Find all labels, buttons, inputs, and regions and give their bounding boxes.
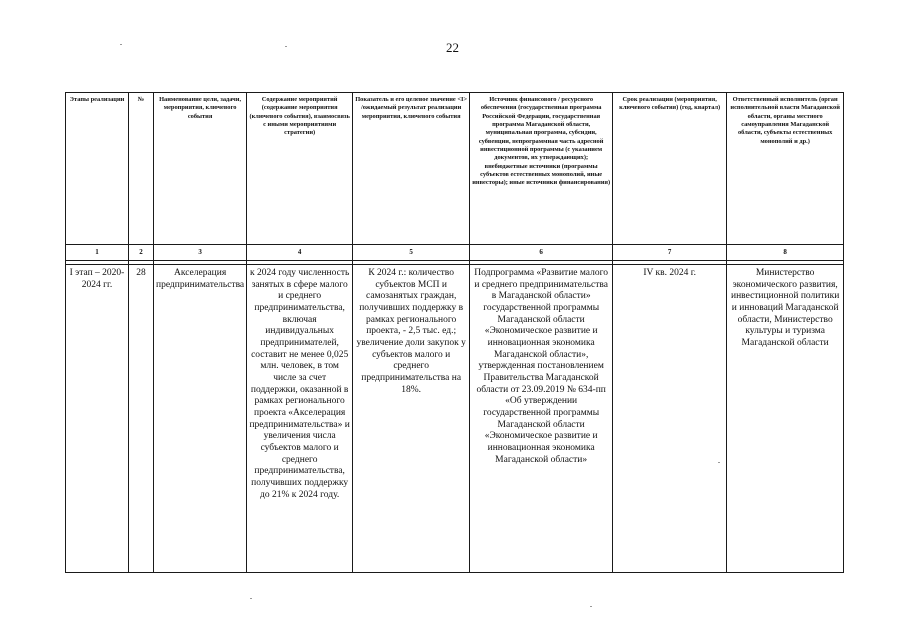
cell-number: 28 bbox=[129, 265, 154, 573]
scan-speck bbox=[718, 462, 720, 463]
header-number: № bbox=[129, 93, 154, 245]
table-row bbox=[66, 265, 844, 573]
header-source: Источник финансового / ресурсного обеспечения (государственная программа Российской Федерации, государственная программа Магаданской области, муниципальная программа, субсидии, субвенции, непрограммная часть адресной инвестиционной программы (с указанием документов, их утверждающих); внебюджетные источники (программы субъектов естественных монополий, иные инвесторы); иные источники финансирования) bbox=[470, 93, 613, 245]
header-term: Срок реализации (мероприятия, ключевого события) (год, квартал) bbox=[613, 93, 727, 245]
column-number: 1 bbox=[66, 245, 129, 261]
cell-stage: I этап – 2020-2024 гг. bbox=[66, 265, 129, 573]
cell-term: IV кв. 2024 г. bbox=[613, 265, 727, 573]
column-number-row bbox=[66, 245, 844, 261]
column-number: 6 bbox=[470, 245, 613, 261]
header-indicator: Показатель и его целевое значение <I> /ожидаемый результат реализации мероприятия, ключевого события bbox=[353, 93, 470, 245]
scan-speck bbox=[285, 46, 287, 47]
header-row bbox=[66, 93, 844, 245]
scan-speck bbox=[250, 598, 252, 599]
scan-speck bbox=[120, 44, 122, 45]
column-number: 7 bbox=[613, 245, 727, 261]
column-number: 3 bbox=[154, 245, 247, 261]
scan-speck bbox=[590, 606, 592, 607]
column-number: 4 bbox=[247, 245, 353, 261]
cell-indicator: К 2024 г.: количество субъектов МСП и самозанятых граждан, получивших поддержку в рамках регионального проекта, - 2,5 тыс. ед.; увеличение доли закупок у субъектов малого и среднего предпринимательства на 18%. bbox=[353, 265, 470, 573]
column-number: 8 bbox=[727, 245, 844, 261]
column-number: 5 bbox=[353, 245, 470, 261]
cell-executor: Министерство экономического развития, инвестиционной политики и инноваций Магаданской области, Министерство культуры и туризма Магаданской области bbox=[727, 265, 844, 573]
header-content: Содержание мероприятий (содержание мероприятия (ключевого события), взаимосвязь с иными мероприятиями стратегии) bbox=[247, 93, 353, 245]
header-name: Наименование цели, задачи, мероприятия, ключевого события bbox=[154, 93, 247, 245]
cell-name: Акселерация предпринимательства bbox=[154, 265, 247, 573]
header-executor: Ответственный исполнитель (орган исполнительной власти Магаданской области, органы местного самоуправления Магаданской области, субъекты естественных монополий и др.) bbox=[727, 93, 844, 245]
page-number: 22 bbox=[446, 40, 459, 55]
header-stage: Этапы реализации bbox=[66, 93, 129, 245]
activity-table bbox=[65, 92, 844, 573]
column-number: 2 bbox=[129, 245, 154, 261]
cell-source: Подпрограмма «Развитие малого и среднего предпринимательства в Магаданской области» государственной программы Магаданской области «Экономическое развитие и инновационная экономика Магаданской области», утвержденная постановлением Правительства Магаданской области от 23.09.2019 № 634-пп «Об утверждении государственной программы Магаданской области «Экономическое развитие и инновационная экономика Магаданской области» bbox=[470, 265, 613, 573]
cell-content: к 2024 году численность занятых в сфере малого и среднего предпринимательства, включая индивидуальных предпринимателей, составит не менее 0,025 млн. человек, в том числе за счет поддержки, оказанной в рамках регионального проекта «Акселерация предпринимательства» и увеличения числа субъектов малого и среднего предпринимательства, получивших поддержку до 21% к 2024 году. bbox=[247, 265, 353, 573]
